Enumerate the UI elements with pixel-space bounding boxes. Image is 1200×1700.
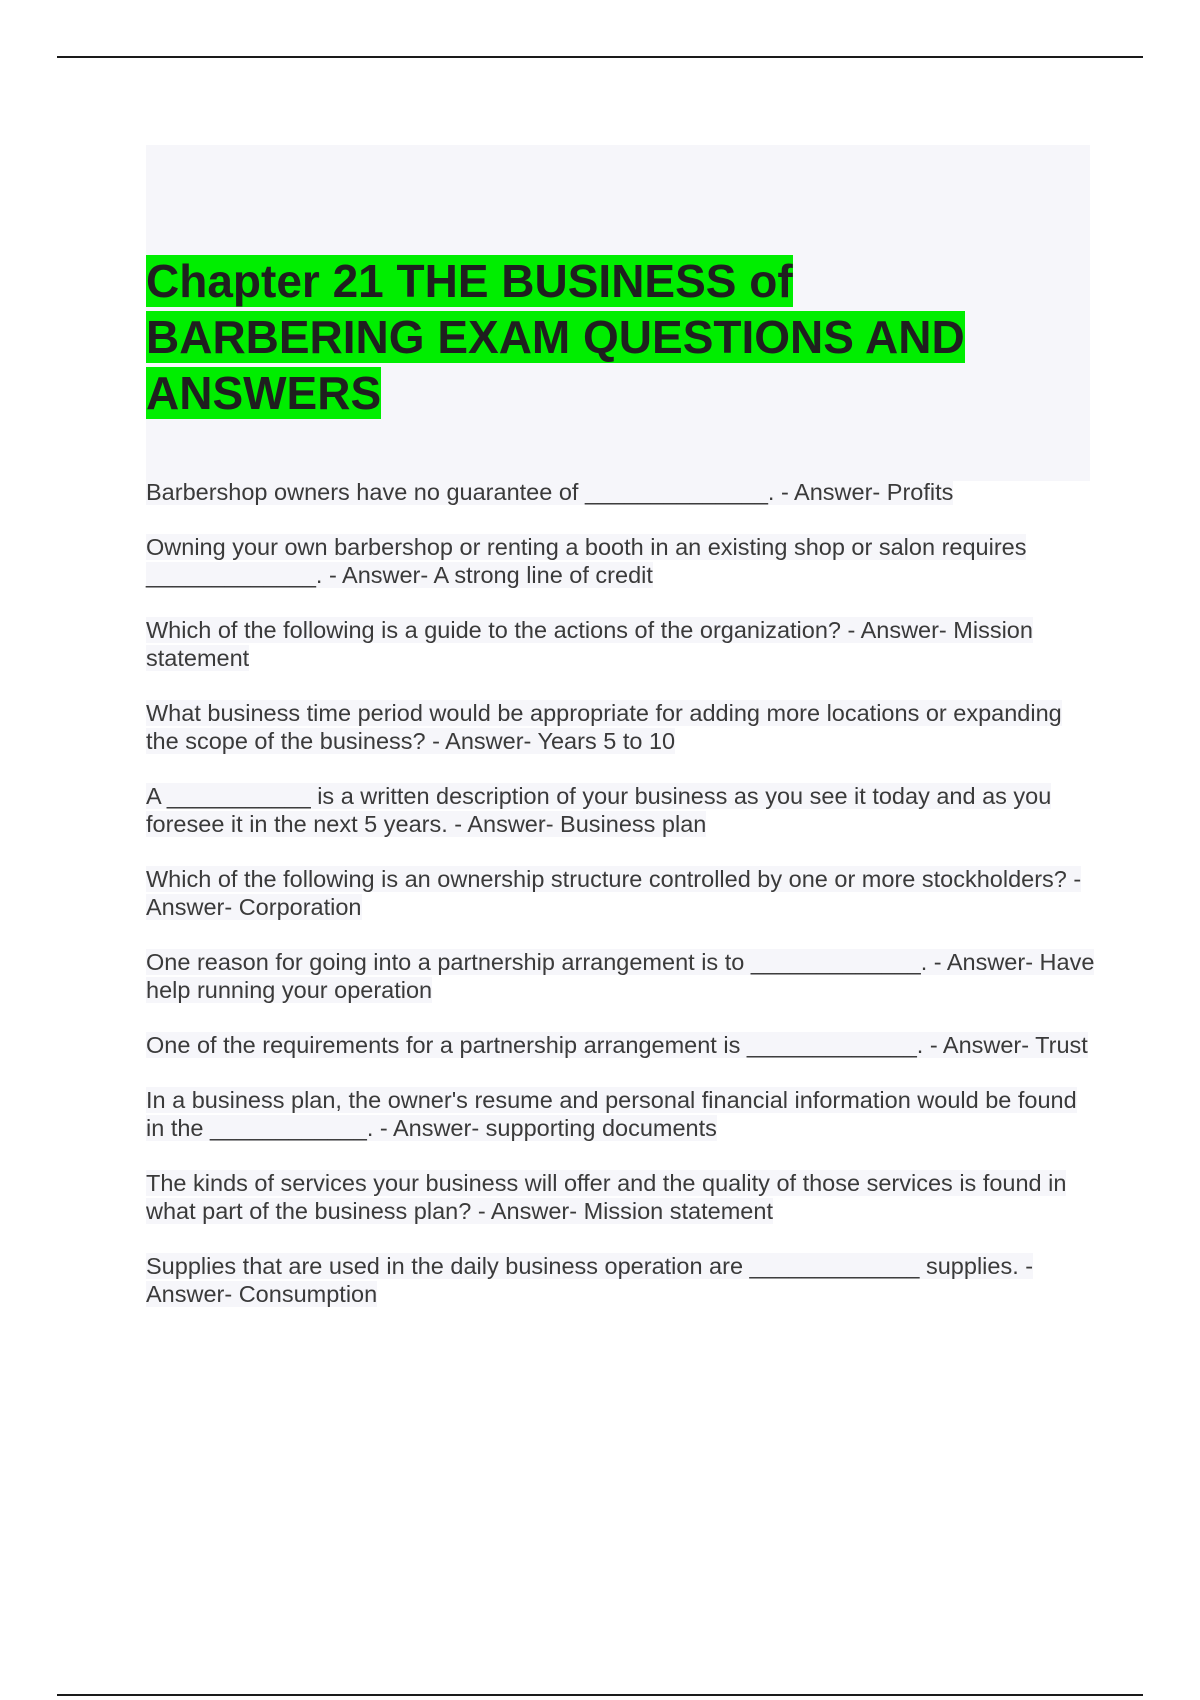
qa-item: What business time period would be appropriate for adding more locations or expanding the scope of the business? - Answer- Years 5 to 10 (146, 700, 1062, 754)
qa-item: One reason for going into a partnership arrangement is to _____________. - Answer- Have help running your operation (146, 949, 1095, 1003)
qa-item: Owning your own barbershop or renting a booth in an existing shop or salon requires _____________. - Answer- A strong line of credit (146, 534, 1027, 588)
qa-item: In a business plan, the owner's resume and personal financial information would be found in the ____________. - Answer- supporting documents (146, 1087, 1077, 1141)
page-title (146, 253, 1046, 421)
qa-item: A ___________ is a written description of your business as you see it today and as you foresee it in the next 5 years. - Answer- Business plan (146, 783, 1052, 837)
qa-item: One of the requirements for a partnership arrangement is _____________. - Answer- Trust (146, 1032, 1088, 1058)
qa-item: Supplies that are used in the daily business operation are _____________ supplies. - Answer- Consumption (146, 1253, 1034, 1307)
qa-item: The kinds of services your business will offer and the quality of those services is found in what part of the business plan? - Answer- Mission statement (146, 1170, 1067, 1224)
qa-item: Barbershop owners have no guarantee of ______________. - Answer- Profits (146, 479, 954, 505)
top-rule (57, 56, 1143, 58)
question-list (146, 478, 1096, 1335)
qa-item: Which of the following is an ownership structure controlled by one or more stockholders? - Answer- Corporation (146, 866, 1082, 920)
bottom-rule (57, 1694, 1143, 1696)
page-title-text: Chapter 21 THE BUSINESS of BARBERING EXAM QUESTIONS AND ANSWERS (146, 255, 965, 419)
qa-item: Which of the following is a guide to the actions of the organization? - Answer- Mission statement (146, 617, 1033, 671)
